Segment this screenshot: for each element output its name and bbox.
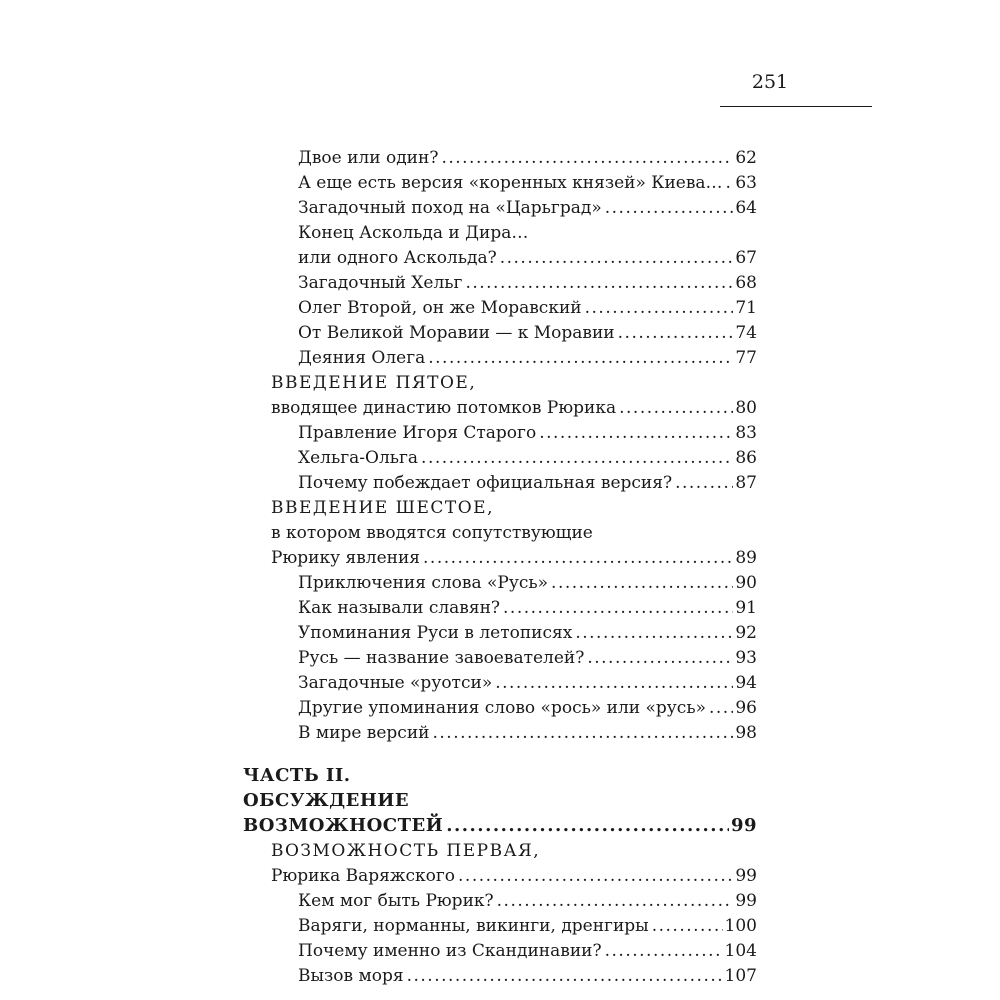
toc-entry-page: 62 (735, 148, 757, 168)
toc-entry-title: Русь — название завоевателей? (298, 648, 585, 668)
toc-entry-page: 96 (735, 698, 757, 718)
toc-entry-page: 100 (724, 916, 757, 936)
toc-entry-title: Варяги, норманны, викинги, дренгиры (298, 916, 649, 936)
toc-entry-page: 104 (724, 941, 757, 961)
dot-leader (407, 964, 723, 988)
toc-entry (298, 171, 757, 195)
dot-leader (709, 696, 733, 720)
dot-leader (428, 346, 733, 370)
toc-entry-title: Упоминания Руси в летописях (298, 623, 573, 643)
toc-entry-page: 64 (735, 198, 757, 218)
toc-entry-page: 94 (735, 673, 757, 693)
toc-entry (298, 446, 757, 470)
toc-entry (271, 546, 757, 570)
toc-entry (271, 864, 757, 888)
toc-entry-title: ВВЕДЕНИЕ ПЯТОЕ, (271, 373, 477, 393)
toc-entry-title: Загадочный Хельг (298, 273, 463, 293)
toc-entry (298, 471, 757, 495)
toc-entry (243, 764, 757, 788)
toc-entry (298, 964, 757, 988)
toc-entry-title: или одного Аскольда? (298, 248, 497, 268)
toc-entry-title: Как называли славян? (298, 598, 501, 618)
dot-leader (497, 889, 734, 913)
dot-leader (421, 446, 733, 470)
dot-leader (619, 396, 733, 420)
toc-entry-title: Другие упоминания слово «рось» или «русь» (298, 698, 706, 718)
toc-entry-title: ВВЕДЕНИЕ ШЕСТОЕ, (271, 498, 494, 518)
toc-entry-page: 99 (735, 866, 757, 886)
toc-entry-page: 77 (735, 348, 757, 368)
toc-entry (271, 521, 757, 545)
dot-leader (500, 246, 734, 270)
toc-entry-page: 89 (735, 548, 757, 568)
dot-leader (726, 171, 734, 195)
dot-leader (423, 546, 733, 570)
toc-entry-title: вводящее династию потомков Рюрика (271, 398, 617, 418)
toc-entry-title: Загадочные «руотси» (298, 673, 493, 693)
toc-entry-title: Хельга-Ольга (298, 448, 419, 468)
toc-entry-page: 91 (735, 598, 757, 618)
toc-entry-page: 107 (724, 966, 757, 986)
toc-entry-title: в котором вводятся сопутствующие (271, 523, 593, 543)
dot-leader (446, 814, 729, 838)
toc-entry (298, 646, 757, 670)
toc-entry-title: Конец Аскольда и Дира… (298, 223, 529, 243)
toc-entry-page: 98 (735, 723, 757, 743)
toc-entry (298, 196, 757, 220)
toc-entry (298, 914, 757, 938)
toc-entry (243, 789, 757, 813)
toc-entry-title: Загадочный поход на «Царьград» (298, 198, 602, 218)
toc-entry-title: ВОЗМОЖНОСТЬ ПЕРВАЯ, (271, 841, 541, 861)
toc-entry-title: А еще есть версия «коренных князей» Киева… (298, 173, 723, 193)
toc-entry (298, 696, 757, 720)
toc-entry-page: 87 (735, 473, 757, 493)
toc-entry (298, 721, 757, 745)
toc-entry (298, 421, 757, 445)
toc-entry-page: 74 (735, 323, 757, 343)
dot-leader (495, 671, 733, 695)
toc-entry (298, 596, 757, 620)
toc-entry (298, 321, 757, 345)
toc-entry (298, 346, 757, 370)
toc-entry-title: Правление Игоря Старого (298, 423, 537, 443)
toc-entry (298, 671, 757, 695)
dot-leader (433, 721, 734, 745)
toc-entry-page: 83 (735, 423, 757, 443)
toc-entry-title: В мире версий (298, 723, 430, 743)
toc-entry-title: Рюрику явления (271, 548, 421, 568)
toc-entry-page: 80 (735, 398, 757, 418)
toc-entry-title: Двое или один? (298, 148, 439, 168)
toc-entry (271, 839, 757, 863)
toc-entry (271, 396, 757, 420)
toc-entry (298, 146, 757, 170)
toc-entry (298, 889, 757, 913)
toc-entry (271, 496, 757, 520)
toc-entry (298, 296, 757, 320)
toc-entry-page: 99 (735, 891, 757, 911)
toc-entry-page: 99 (730, 815, 757, 836)
toc-entry-page: 68 (735, 273, 757, 293)
toc-entry-page: 90 (735, 573, 757, 593)
toc-entry (298, 621, 757, 645)
toc-entry-title: Вызов моря (298, 966, 404, 986)
toc-entry-title: Рюрика Варяжского (271, 866, 456, 886)
toc-entry-page: 71 (735, 298, 757, 318)
toc-entry-page: 93 (735, 648, 757, 668)
dot-leader (618, 321, 734, 345)
toc-entry (298, 571, 757, 595)
dot-leader (458, 864, 733, 888)
dot-leader (441, 146, 733, 170)
toc-entry-page: 92 (735, 623, 757, 643)
toc-entry (298, 271, 757, 295)
toc-entry-title: Почему побеждает официальная версия? (298, 473, 673, 493)
toc-entry-title: ОБСУЖДЕНИЕ (243, 790, 410, 811)
toc-entry-title: Приключения слова «Русь» (298, 573, 549, 593)
dot-leader (503, 596, 733, 620)
toc-entry-title: ВОЗМОЖНОСТЕЙ (243, 815, 444, 836)
toc-entry (298, 246, 757, 270)
toc-entry-title: ЧАСТЬ II. (243, 765, 351, 786)
dot-leader (675, 471, 733, 495)
dot-leader (605, 196, 734, 220)
dot-leader (585, 296, 734, 320)
dot-leader (539, 421, 733, 445)
toc-entry (298, 221, 757, 245)
toc-entry (298, 939, 757, 963)
toc-entry-title: От Великой Моравии — к Моравии (298, 323, 615, 343)
toc-entry-title: Олег Второй, он же Моравский (298, 298, 582, 318)
toc-entry-page: 67 (735, 248, 757, 268)
toc-entry-title: Деяния Олега (298, 348, 426, 368)
toc-entry-page: 63 (735, 173, 757, 193)
toc-entry-page: 86 (735, 448, 757, 468)
dot-leader (465, 271, 733, 295)
toc-entry (243, 814, 757, 838)
toc-entry-title: Почему именно из Скандинавии? (298, 941, 602, 961)
toc-entry (271, 371, 757, 395)
page-number: 251 (751, 71, 789, 93)
toc-entry-title: Кем мог быть Рюрик? (298, 891, 494, 911)
dot-leader (652, 914, 723, 938)
dot-leader (575, 621, 733, 645)
dot-leader (587, 646, 733, 670)
dot-leader (551, 571, 733, 595)
dot-leader (605, 939, 723, 963)
